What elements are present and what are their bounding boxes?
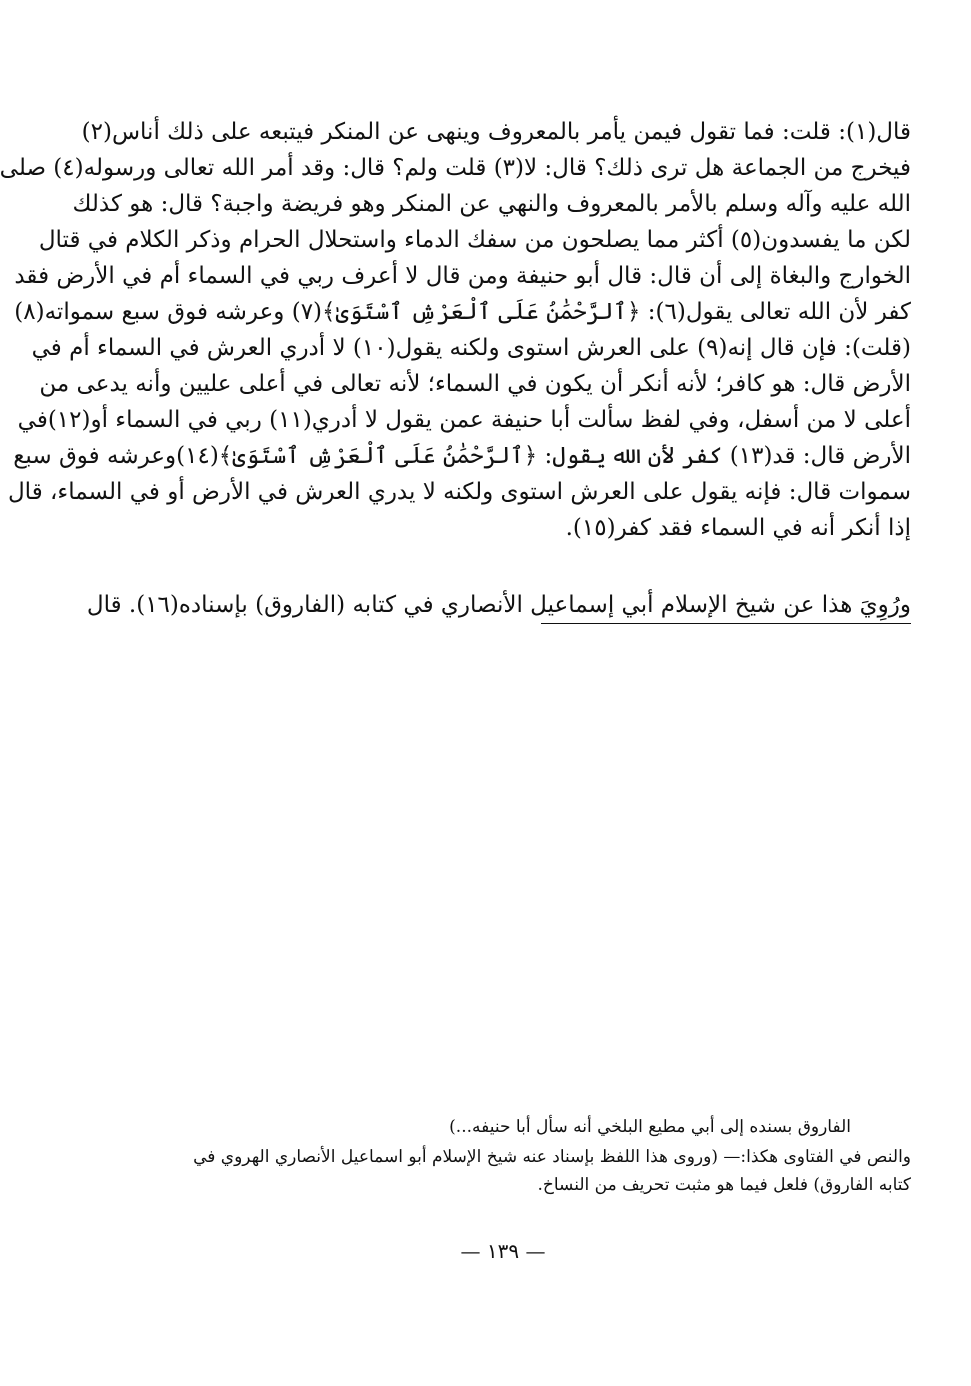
footnote-note-line: والنص في الفتاوى هكذا:— (وروى هذا اللفظ بإسناد عنه شيخ الإسلام أبو اسماعيل الأنصاري الهروي في: [193, 1147, 911, 1167]
body-line: الأرض قال: قد(١٣) كفر لأن الله يقول: ﴿ٱلرَّحْمَٰنُ عَلَى ٱلْعَرْشِ ٱسْتَوَىٰ﴾(١٤)وعرشه فوق سبع: [13, 443, 911, 469]
body-line: إذا أنكر أنه في السماء فقد كفر(١٥).: [565, 515, 911, 541]
body-line: سموات قال: فإنه يقول على العرش استوى ولكنه لا يدري العرش في الأرض أو في السماء، قال: [7, 479, 911, 505]
continuation-line: ورُوِيَ هذا عن شيخ الإسلام أبي إسماعيل الأنصاري في كتابه (الفاروق) بإسناده(١٦). قال: [86, 592, 911, 618]
body-line: أعلى لا من أسفل، وفي لفظ سألت أبا حنيفة عمن يقول لا أدري(١١) ربي في السماء أو(١٢)في: [17, 407, 911, 433]
body-line: الخوارج والبغاة إلى أن قال: قال أبو حنيفة ومن قال لا أعرف ربي في السماء أم في الأرض فقد: [14, 263, 911, 289]
footnote-separator: [541, 623, 911, 624]
body-line: (قلت): فإن قال إنه(٩) على العرش استوى ولكنه يقول(١٠) لا أدري العرش في السماء أم في: [31, 335, 911, 361]
page-number: — ١٣٩ —: [460, 1239, 546, 1263]
body-line: الله عليه وآله وسلم بالأمر بالمعروف والنهي عن المنكر وهو فريضة واجبة؟ قال: هو كذلك: [72, 191, 911, 217]
body-line: قال(١): قلت: فما تقول فيمن يأمر بالمعروف وينهى عن المنكر فيتبعه على ذلك أناس(٢): [81, 119, 911, 145]
body-line: لكن ما يفسدون(٥) أكثر مما يصلحون من سفك الدماء واستحلال الحرام وذكر الكلام في قتال: [38, 227, 911, 253]
footnote-note-line: كتابه الفاروق) فلعل فيما هو مثبت تحريف من النساخ.: [537, 1175, 911, 1195]
footnote-continuation: الفاروق بسنده إلى أبي مطيع البلخي أنه سأل أبا حنيفه...): [449, 1117, 851, 1137]
body-line: كفر لأن الله تعالى يقول(٦): ﴿ٱلرَّحْمَٰنُ عَلَى ٱلْعَرْشِ ٱسْتَوَىٰ﴾(٧) وعرشه فوق سبع سمواته(٨): [14, 299, 911, 325]
body-line: الأرض قال: هو كافر؛ لأنه أنكر أن يكون في السماء؛ لأنه تعالى في أعلى عليين وأنه يدعى من: [39, 371, 911, 397]
body-line: فيخرج من الجماعة هل ترى ذلك؟ قال: لا(٣) قلت ولم؟ قال: وقد أمر الله تعالى ورسوله(٤) صلى: [0, 155, 911, 181]
